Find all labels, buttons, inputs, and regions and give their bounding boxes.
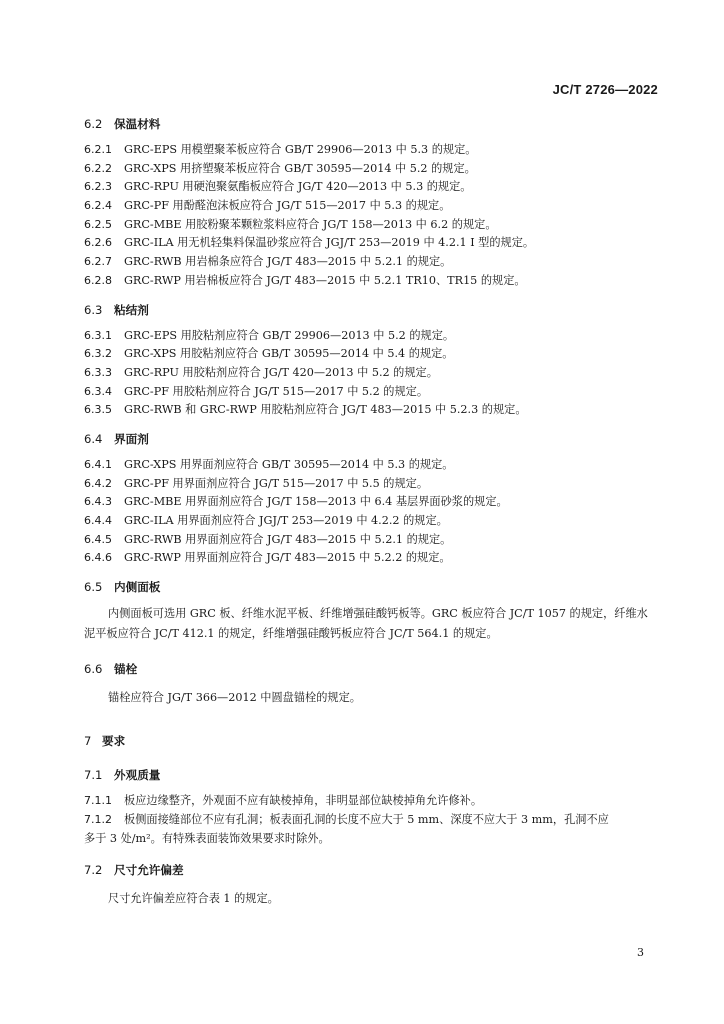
section-title: 界面剂 — [114, 431, 149, 446]
clause-6-2-8: 6.2.8 GRC-RWP 用岩棉板应符合 JG/T 483—2015 中 5.2.1 TR10、TR15 的规定。 — [84, 273, 526, 287]
page-content — [84, 113, 658, 909]
section-heading-7-1: 7.1 外观质量 — [84, 768, 161, 783]
clause-6-2-1: 6.2.1 GRC-EPS 用模塑聚苯板应符合 GB/T 29906—2013 中 5.3 的规定。 — [84, 143, 477, 156]
section-heading-6-5: 6.5 内侧面板 — [84, 580, 161, 595]
section-title: 保温材料 — [114, 117, 161, 131]
clause-6-2-2: 6.2.2 GRC-XPS 用挤塑聚苯板应符合 GB/T 30595—2014 中 5.2 的规定。 — [84, 161, 476, 175]
clause-6-2-7: 6.2.7 GRC-RWB 用岩棉条应符合 JG/T 483—2015 中 5.2.1 的规定。 — [84, 255, 452, 269]
clause-7-1-2: 7.1.2 板侧面接缝部位不应有孔洞；板表面孔洞的长度不应大于 5 mm、深度不应大于 3 mm，孔洞不应 — [84, 812, 609, 826]
section-title: 锚栓 — [114, 662, 138, 677]
section-heading-6-4: 6.4 界面剂 — [84, 431, 149, 446]
chapter-title: 要求 — [102, 734, 126, 749]
clause-6-4-1: 6.4.1 GRC-XPS 用界面剂应符合 GB/T 30595—2014 中 5.3 的规定。 — [84, 457, 454, 471]
paragraph-6-6: 锚栓应符合 JG/T 366—2012 中圆盘锚栓的规定。 — [108, 691, 361, 705]
section-heading-7-2: 7.2 尺寸允许偏差 — [84, 862, 184, 877]
paragraph-6-5: 内侧面板可选用 GRC 板、纤维水泥平板、纤维增强硅酸钙板等。GRC 板应符合 JC/T 1057 的规定，纤维水泥平板应符合 JC/T 412.1 的规定，纤维增强硅酸钙板应符合 JC/T 564.1 的规定。 — [84, 607, 648, 641]
section-title: 内侧面板 — [114, 580, 161, 595]
section-heading-6-2: 6.2 保温材料 — [84, 117, 161, 131]
clause-7-1-1: 7.1.1 板应边缘整齐，外观面不应有缺棱掉角，非明显部位缺棱掉角允许修补。 — [84, 794, 483, 808]
section-title: 粘结剂 — [114, 302, 149, 317]
clause-6-4-4: 6.4.4 GRC-ILA 用界面剂应符合 JGJ/T 253—2019 中 4.2.2 的规定。 — [84, 514, 448, 527]
section-title: 尺寸允许偏差 — [114, 862, 184, 877]
clause-6-2-6: 6.2.6 GRC-ILA 用无机轻集料保温砂浆应符合 JGJ/T 253—2019 中 4.2.1 Ⅰ 型的规定。 — [84, 236, 535, 250]
section-heading-6-6: 6.6 锚栓 — [84, 662, 138, 677]
clause-6-4-5: 6.4.5 GRC-RWB 用界面剂应符合 JG/T 483—2015 中 5.2.1 的规定。 — [84, 532, 452, 546]
clause-6-3-3: 6.3.3 GRC-RPU 用胶粘剂应符合 JG/T 420—2013 中 5.2 的规定。 — [84, 365, 438, 379]
clause-6-3-4: 6.3.4 GRC-PF 用胶粘剂应符合 JG/T 515—2017 中 5.2 的规定。 — [84, 384, 429, 398]
document-code: JC/T 2726—2022 — [552, 82, 658, 97]
chapter-heading-7: 7 要求 — [84, 734, 126, 749]
clause-7-1-2-continued: 多于 3 处/m²。有特殊表面装饰效果要求时除外。 — [84, 832, 330, 846]
clause-6-3-5: 6.3.5 GRC-RWB 和 GRC-RWP 用胶粘剂应符合 JG/T 483—2015 中 5.2.3 的规定。 — [84, 403, 527, 417]
clause-6-4-3: 6.4.3 GRC-MBE 用界面剂应符合 JG/T 158—2013 中 6.4 基层界面砂浆的规定。 — [84, 495, 508, 509]
clause-6-4-2: 6.4.2 GRC-PF 用界面剂应符合 JG/T 515—2017 中 5.5 的规定。 — [84, 476, 429, 490]
clause-6-3-2: 6.3.2 GRC-XPS 用胶粘剂应符合 GB/T 30595—2014 中 5.4 的规定。 — [84, 347, 454, 361]
clause-6-2-5: 6.2.5 GRC-MBE 用胶粉聚苯颗粒浆料应符合 JG/T 158—2013 中 6.2 的规定。 — [84, 217, 497, 231]
clause-6-2-3: 6.2.3 GRC-RPU 用硬泡聚氨酯板应符合 JG/T 420—2013 中 5.3 的规定。 — [84, 180, 472, 194]
page-number: 3 — [637, 946, 644, 959]
section-heading-6-3: 6.3 粘结剂 — [84, 302, 149, 317]
section-title: 外观质量 — [114, 768, 161, 783]
clause-6-4-6: 6.4.6 GRC-RWP 用界面剂应符合 JG/T 483—2015 中 5.2.2 的规定。 — [84, 551, 451, 565]
clause-6-3-1: 6.3.1 GRC-EPS 用胶粘剂应符合 GB/T 29906—2013 中 5.2 的规定。 — [84, 328, 455, 342]
paragraph-7-2: 尺寸允许偏差应符合表 1 的规定。 — [108, 891, 279, 905]
clause-6-2-4: 6.2.4 GRC-PF 用酚醛泡沫板应符合 JG/T 515—2017 中 5.3 的规定。 — [84, 199, 451, 213]
